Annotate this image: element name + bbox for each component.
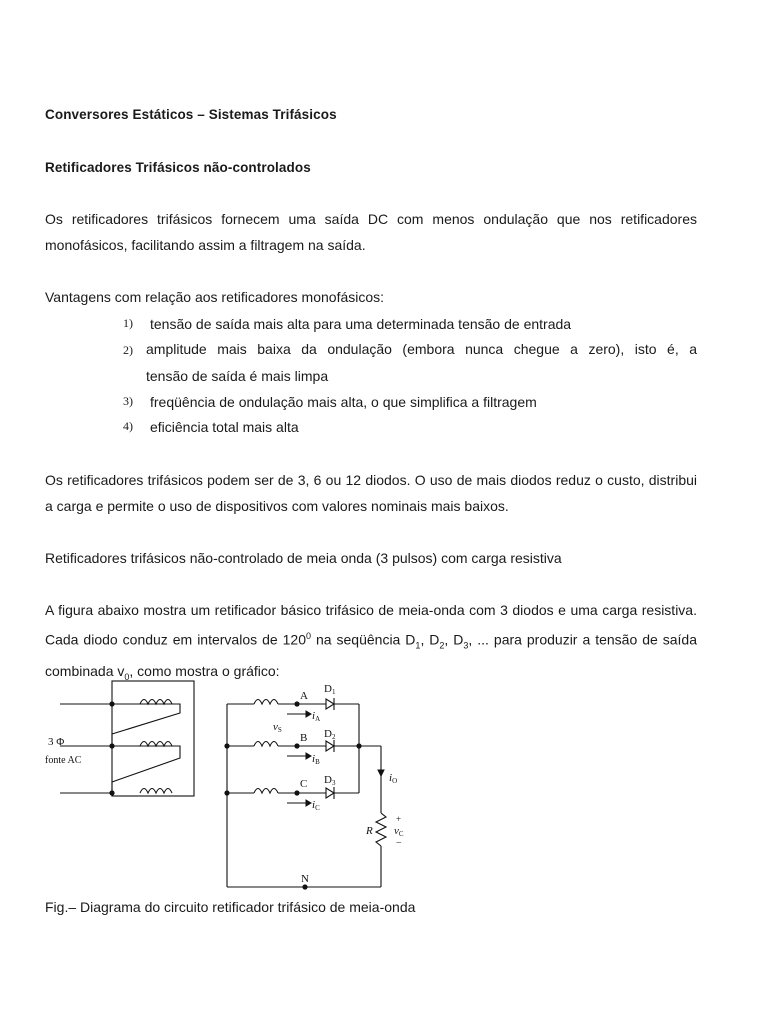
advantages-heading: Vantagens com relação aos retificadores monofásicos:	[45, 289, 385, 305]
rectifier-circuit-diagram	[0, 672, 768, 897]
figure-paragraph: A figura abaixo mostra um retificador básico trifásico de meia-onda com 3 diodos e uma carga resistiva. Cada diodo conduz em intervalos de $120^0$ na seqüência $D_1$, $D_2$, $D_3$, ... para produzir a tensão de saída combinada $v_0$, como mostra o gráfico:	[45, 602, 697, 683]
document-title: Conversores Estáticos – Sistemas Trifásicos	[45, 107, 337, 122]
list-number: 4)	[123, 419, 133, 433]
d3-label: D3	[324, 774, 336, 787]
diode-d3-symbol	[326, 788, 334, 798]
resistor-zigzag	[376, 813, 386, 846]
list-text: freqüência de ondulação mais alta, o que simplifica a filtragem	[150, 394, 537, 410]
intro-paragraph: Os retificadores trifásicos fornecem uma saída DC com menos ondulação que nos retificadores monofásicos, facilitando assim a filtragem na saída.	[45, 211, 697, 253]
section-subtitle: Retificadores Trifásicos não-controlados	[45, 160, 311, 175]
vs-label: vS	[273, 721, 282, 734]
source-frame	[112, 681, 194, 796]
list-number: 1)	[123, 316, 133, 330]
zigzag-bottom	[112, 746, 180, 793]
vc-label: vC	[394, 825, 404, 838]
ic-label: iC	[312, 799, 320, 812]
list-number: 2)	[123, 343, 133, 357]
node-b-label: B	[300, 732, 308, 744]
ib-label: iB	[312, 753, 320, 766]
ia-label: iA	[312, 710, 321, 723]
d1-label: D1	[324, 683, 336, 696]
section-heading: Retificadores trifásicos não-controlado de meia onda (3 pulsos) com carga resistiva	[45, 550, 562, 566]
phase-coil-b	[254, 742, 278, 747]
node-n-label: N	[301, 873, 309, 885]
source-label: 3 Φ	[48, 736, 65, 748]
minus-sign: −	[396, 838, 402, 849]
node-c-label: C	[300, 778, 308, 790]
list-item	[45, 342, 697, 394]
list-text-continuation: tensão de saída é mais limpa	[146, 368, 329, 384]
io-label: iO	[389, 772, 398, 785]
list-number: 3)	[123, 394, 133, 408]
list-text: eficiência total mais alta	[150, 419, 299, 435]
list-text: amplitude mais baixa da ondulação (embora nunca chegue a zero), isto é, a	[146, 341, 697, 357]
diodes-paragraph: Os retificadores trifásicos podem ser de 3, 6 ou 12 diodos. O uso de mais diodos reduz o custo, distribui a carga e permite o uso de dispositivos com valores nominais mais baixos.	[45, 472, 697, 514]
zigzag-top	[112, 704, 180, 746]
arrow-ia	[306, 711, 311, 717]
source-label-2: fonte AC	[45, 755, 82, 766]
diode-d1-symbol	[326, 699, 334, 709]
arrow-io	[378, 770, 384, 776]
resistor-label: R	[366, 825, 373, 837]
plus-sign: +	[396, 814, 402, 824]
source-coil-a	[140, 700, 172, 705]
figure-caption: Fig.– Diagrama do circuito retificador trifásico de meia-onda	[45, 899, 416, 915]
node-a-label: A	[300, 690, 308, 702]
source-coil-c	[140, 789, 172, 794]
list-text: tensão de saída mais alta para uma determinada tensão de entrada	[150, 316, 572, 332]
d2-label: D2	[324, 728, 336, 741]
phase-coil-c	[254, 789, 278, 794]
phase-coil-a	[254, 700, 278, 705]
arrow-ib	[306, 753, 311, 759]
source-coil-b	[140, 742, 172, 747]
arrow-ic	[306, 800, 311, 806]
diode-d2-symbol	[326, 741, 334, 751]
